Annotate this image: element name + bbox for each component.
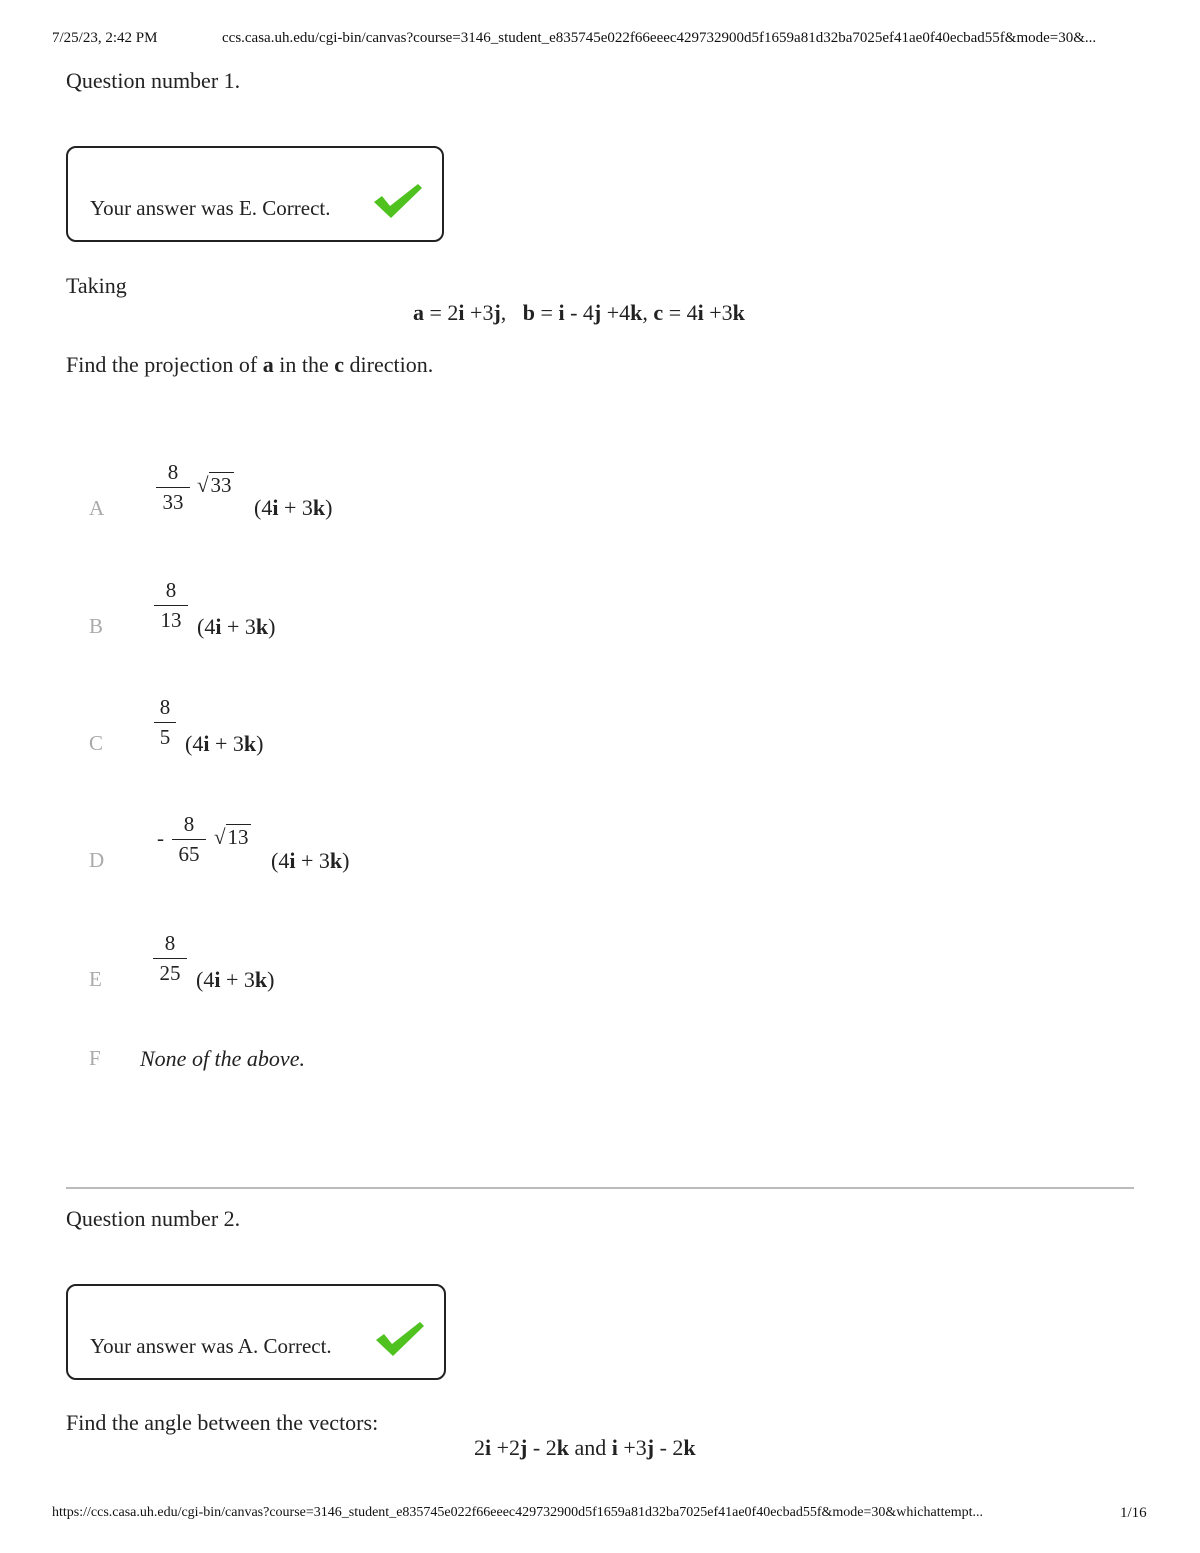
option-f-text: None of the above. [140, 1046, 305, 1071]
print-url-header: ccs.casa.uh.edu/cgi-bin/canvas?course=3146_student_e835745e022f66eeec429732900d5f1659a81d32ba7025ef41ae0f40ecbad55f&mode=30&... [222, 30, 1097, 46]
question-2-vectors: 2i +2j - 2k and i +3j - 2k [474, 1435, 696, 1460]
option-d-letter[interactable]: D [89, 848, 105, 872]
option-a-letter[interactable]: A [89, 496, 105, 520]
option-a-fraction: 8 33 [156, 460, 190, 515]
print-datetime: 7/25/23, 2:42 PM [52, 30, 158, 46]
checkmark-icon [374, 1320, 426, 1358]
option-b-vector: (4i + 3k) [197, 614, 276, 639]
option-e-vector: (4i + 3k) [196, 967, 275, 992]
option-d-sign: - [157, 826, 164, 850]
option-b-fraction: 8 13 [154, 578, 188, 633]
option-a-vector: (4i + 3k) [254, 495, 333, 520]
page-number: 1/16 [1120, 1505, 1147, 1521]
question-1-feedback-text: Your answer was E. Correct. [90, 196, 331, 220]
option-c-vector: (4i + 3k) [185, 731, 264, 756]
question-2-feedback-box [66, 1284, 446, 1380]
option-b-letter[interactable]: B [89, 614, 104, 638]
option-e-fraction: 8 25 [153, 931, 187, 986]
checkmark-icon [372, 182, 424, 220]
question-1-intro: Taking [66, 273, 127, 298]
question-1-title: Question number 1. [66, 68, 241, 93]
option-f-letter[interactable]: F [89, 1046, 101, 1070]
question-2-prompt: Find the angle between the vectors: [66, 1410, 379, 1435]
option-e-letter[interactable]: E [89, 967, 102, 991]
option-d-sqrt: √13 [214, 825, 249, 849]
question-2-title: Question number 2. [66, 1206, 241, 1231]
option-d-fraction: 8 65 [172, 812, 206, 867]
option-c-fraction: 8 5 [154, 695, 176, 750]
question-1-given-vectors: a = 2i +3j, b = i - 4j +4k, c = 4i +3k [413, 300, 745, 325]
option-a-sqrt: √33 [197, 473, 232, 497]
print-url-footer: https://ccs.casa.uh.edu/cgi-bin/canvas?course=3146_student_e835745e022f66eeec429732900d5f1659a81d32ba7025ef41ae0f40ecbad55f&mode=30&whichattempt... [52, 1505, 983, 1520]
option-c-letter[interactable]: C [89, 731, 104, 755]
question-2-feedback-text: Your answer was A. Correct. [90, 1334, 332, 1358]
question-1-feedback-box [66, 146, 444, 242]
question-divider [66, 1187, 1134, 1189]
question-1-prompt: Find the projection of a in the c direction. [66, 352, 434, 377]
option-d-vector: (4i + 3k) [271, 848, 350, 873]
